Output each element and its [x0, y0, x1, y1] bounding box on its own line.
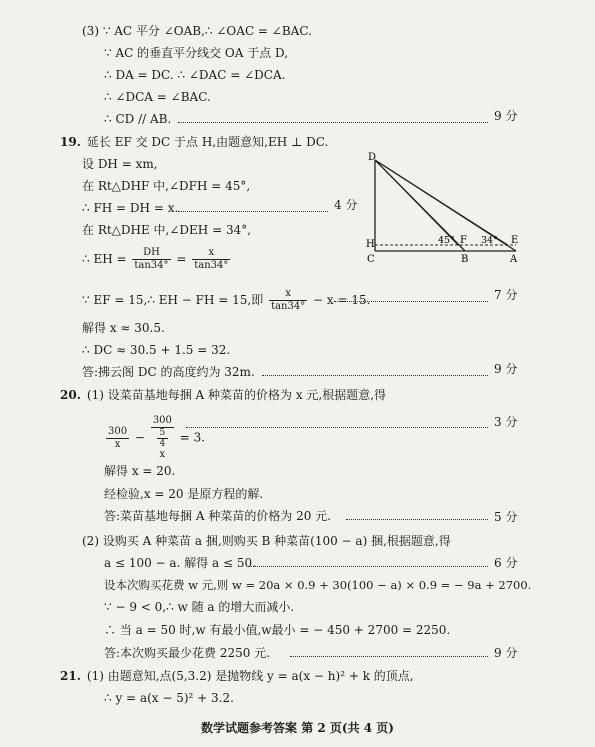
q19-line-4: ∴ FH = DH = x.: [82, 201, 179, 215]
q20-line-2: 解得 x = 20.: [104, 464, 176, 478]
q21-text-1: (1) 由题意知,点(5,3.2) 是抛物线 y = a(x − h)² + k 的顶点,: [86, 669, 414, 683]
dotted-leader: [186, 426, 488, 428]
dotted-leader: [346, 518, 488, 520]
segment-df: [375, 160, 458, 245]
fraction: [106, 426, 129, 451]
q19-line-7: [82, 288, 370, 313]
variable-x: x: [159, 449, 166, 460]
q19-line-3: 在 Rt△DHF 中,∠DFH = 45°,: [82, 179, 251, 193]
q19-text-1: 延长 EF 交 DC 于点 H,由题意知,EH ⊥ DC.: [86, 135, 329, 149]
point-label-b: B: [461, 254, 469, 265]
fraction-numerator: x: [192, 247, 230, 260]
inner-denominator: 4: [159, 439, 166, 449]
q18-line-1: (3) ∵ AC 平分 ∠OAB,∴ ∠OAC = ∠BAC.: [82, 24, 312, 38]
q18-line-2: ∵ AC 的垂直平分线交 OA 于点 D,: [104, 46, 289, 60]
question-number: 20.: [60, 388, 81, 402]
q20-line-7: 设本次购买花费 w 元,则 w = 20a × 0.9 + 30(100 − a) × 0.9 = − 9a + 2700.: [104, 578, 532, 592]
q20-line-3: 经检验,x = 20 是原方程的解.: [104, 487, 264, 501]
fraction: [151, 415, 174, 461]
fraction-numerator: DH: [132, 247, 170, 260]
eh-label: ∴ EH =: [82, 252, 127, 266]
inner-fraction: [155, 428, 170, 449]
fraction-numerator: 300: [152, 415, 172, 426]
dotted-leader: [178, 210, 328, 212]
q19-line-10: 答:拂云阁 DC 的高度约为 32m.: [82, 365, 255, 379]
point-label-a: A: [510, 254, 518, 265]
score-mark: 7 分: [494, 288, 518, 302]
score-mark: 9 分: [494, 646, 518, 660]
score-mark: 4 分: [334, 198, 358, 212]
fraction-denominator: [151, 428, 174, 461]
dotted-leader: [262, 374, 488, 376]
dotted-leader: [290, 655, 488, 657]
q19-line-2: 设 DH = xm,: [82, 157, 158, 171]
q21-line-2: ∴ y = a(x − 5)² + 3.2.: [104, 691, 234, 705]
point-label-d: D: [368, 152, 377, 163]
q19-line-1: [60, 134, 328, 150]
q20-line-6: a ≤ 100 − a. 解得 a ≤ 50.: [104, 556, 256, 570]
fraction: [192, 247, 230, 272]
dotted-leader: [178, 121, 488, 123]
q19-line-8: 解得 x ≈ 30.5.: [82, 321, 165, 335]
q20-line-1: [60, 387, 386, 403]
fraction: [269, 288, 307, 313]
q20-line-9: ∴ 当 a = 50 时,w 有最小值,w最小 = − 450 + 2700 = 2250.: [104, 623, 451, 637]
point-label-c: C: [367, 254, 375, 265]
inner-numerator: 5: [157, 428, 168, 439]
q21-line-1: [60, 668, 414, 684]
q19-line-9: ∴ DC ≈ 30.5 + 1.5 = 32.: [82, 343, 231, 357]
fraction-numerator: 300: [108, 425, 128, 437]
q19-text-7b: − x = 15.: [313, 293, 371, 307]
point-label-f: F: [460, 235, 467, 246]
q19-line-6: [82, 247, 232, 272]
equation-rhs: = 3.: [179, 430, 206, 445]
score-mark: 6 分: [494, 556, 518, 570]
q19-text-7a: ∵ EF = 15,∴ EH − FH = 15,即: [82, 293, 264, 307]
q20-text-1: (1) 设菜苗基地每捆 A 种菜苗的价格为 x 元,根据题意,得: [86, 388, 387, 402]
q20-line-4: 答:菜苗基地每捆 A 种菜苗的价格为 20 元.: [104, 509, 332, 523]
q20-equation: [104, 415, 205, 461]
triangle-figure: [360, 150, 530, 268]
score-mark: 3 分: [494, 415, 518, 429]
angle-label-34: 34°: [481, 235, 498, 246]
score-mark: 9 分: [494, 109, 518, 123]
dotted-leader: [334, 300, 488, 302]
q18-line-5: ∴ CD // AB.: [104, 112, 172, 126]
fraction-denominator: tan34°: [134, 260, 169, 271]
question-number: 19.: [60, 135, 81, 149]
point-label-h: H: [366, 239, 375, 250]
equals-sign: =: [176, 252, 187, 266]
dotted-leader: [248, 565, 488, 567]
minus-sign: −: [134, 430, 145, 445]
point-label-e: E: [511, 235, 519, 246]
q19-line-5: 在 Rt△DHE 中,∠DEH = 34°,: [82, 223, 252, 237]
score-mark: 5 分: [494, 510, 518, 524]
fraction-denominator: tan34°: [194, 260, 229, 271]
page-footer: 数学试题参考答案 第 2 页(共 4 页): [201, 721, 394, 735]
question-number: 21.: [60, 669, 81, 683]
q20-line-8: ∵ − 9 < 0,∴ w 随 a 的增大而减小.: [104, 600, 295, 614]
fraction-denominator: tan34°: [271, 301, 306, 312]
angle-label-45: 45°: [438, 235, 455, 246]
segment-de: [375, 160, 508, 245]
fraction: [132, 247, 170, 272]
q18-line-3: ∴ DA = DC. ∴ ∠DAC = ∠DCA.: [104, 68, 286, 82]
q20-line-10: 答:本次购买最少花费 2250 元.: [104, 646, 271, 660]
q20-line-5: (2) 设购买 A 种菜苗 a 捆,则购买 B 种菜苗(100 − a) 捆,根据题意,得: [82, 534, 451, 548]
fraction-numerator: x: [269, 288, 307, 301]
fraction-denominator: x: [114, 438, 121, 450]
q18-line-4: ∴ ∠DCA = ∠BAC.: [104, 90, 211, 104]
score-mark: 9 分: [494, 362, 518, 376]
